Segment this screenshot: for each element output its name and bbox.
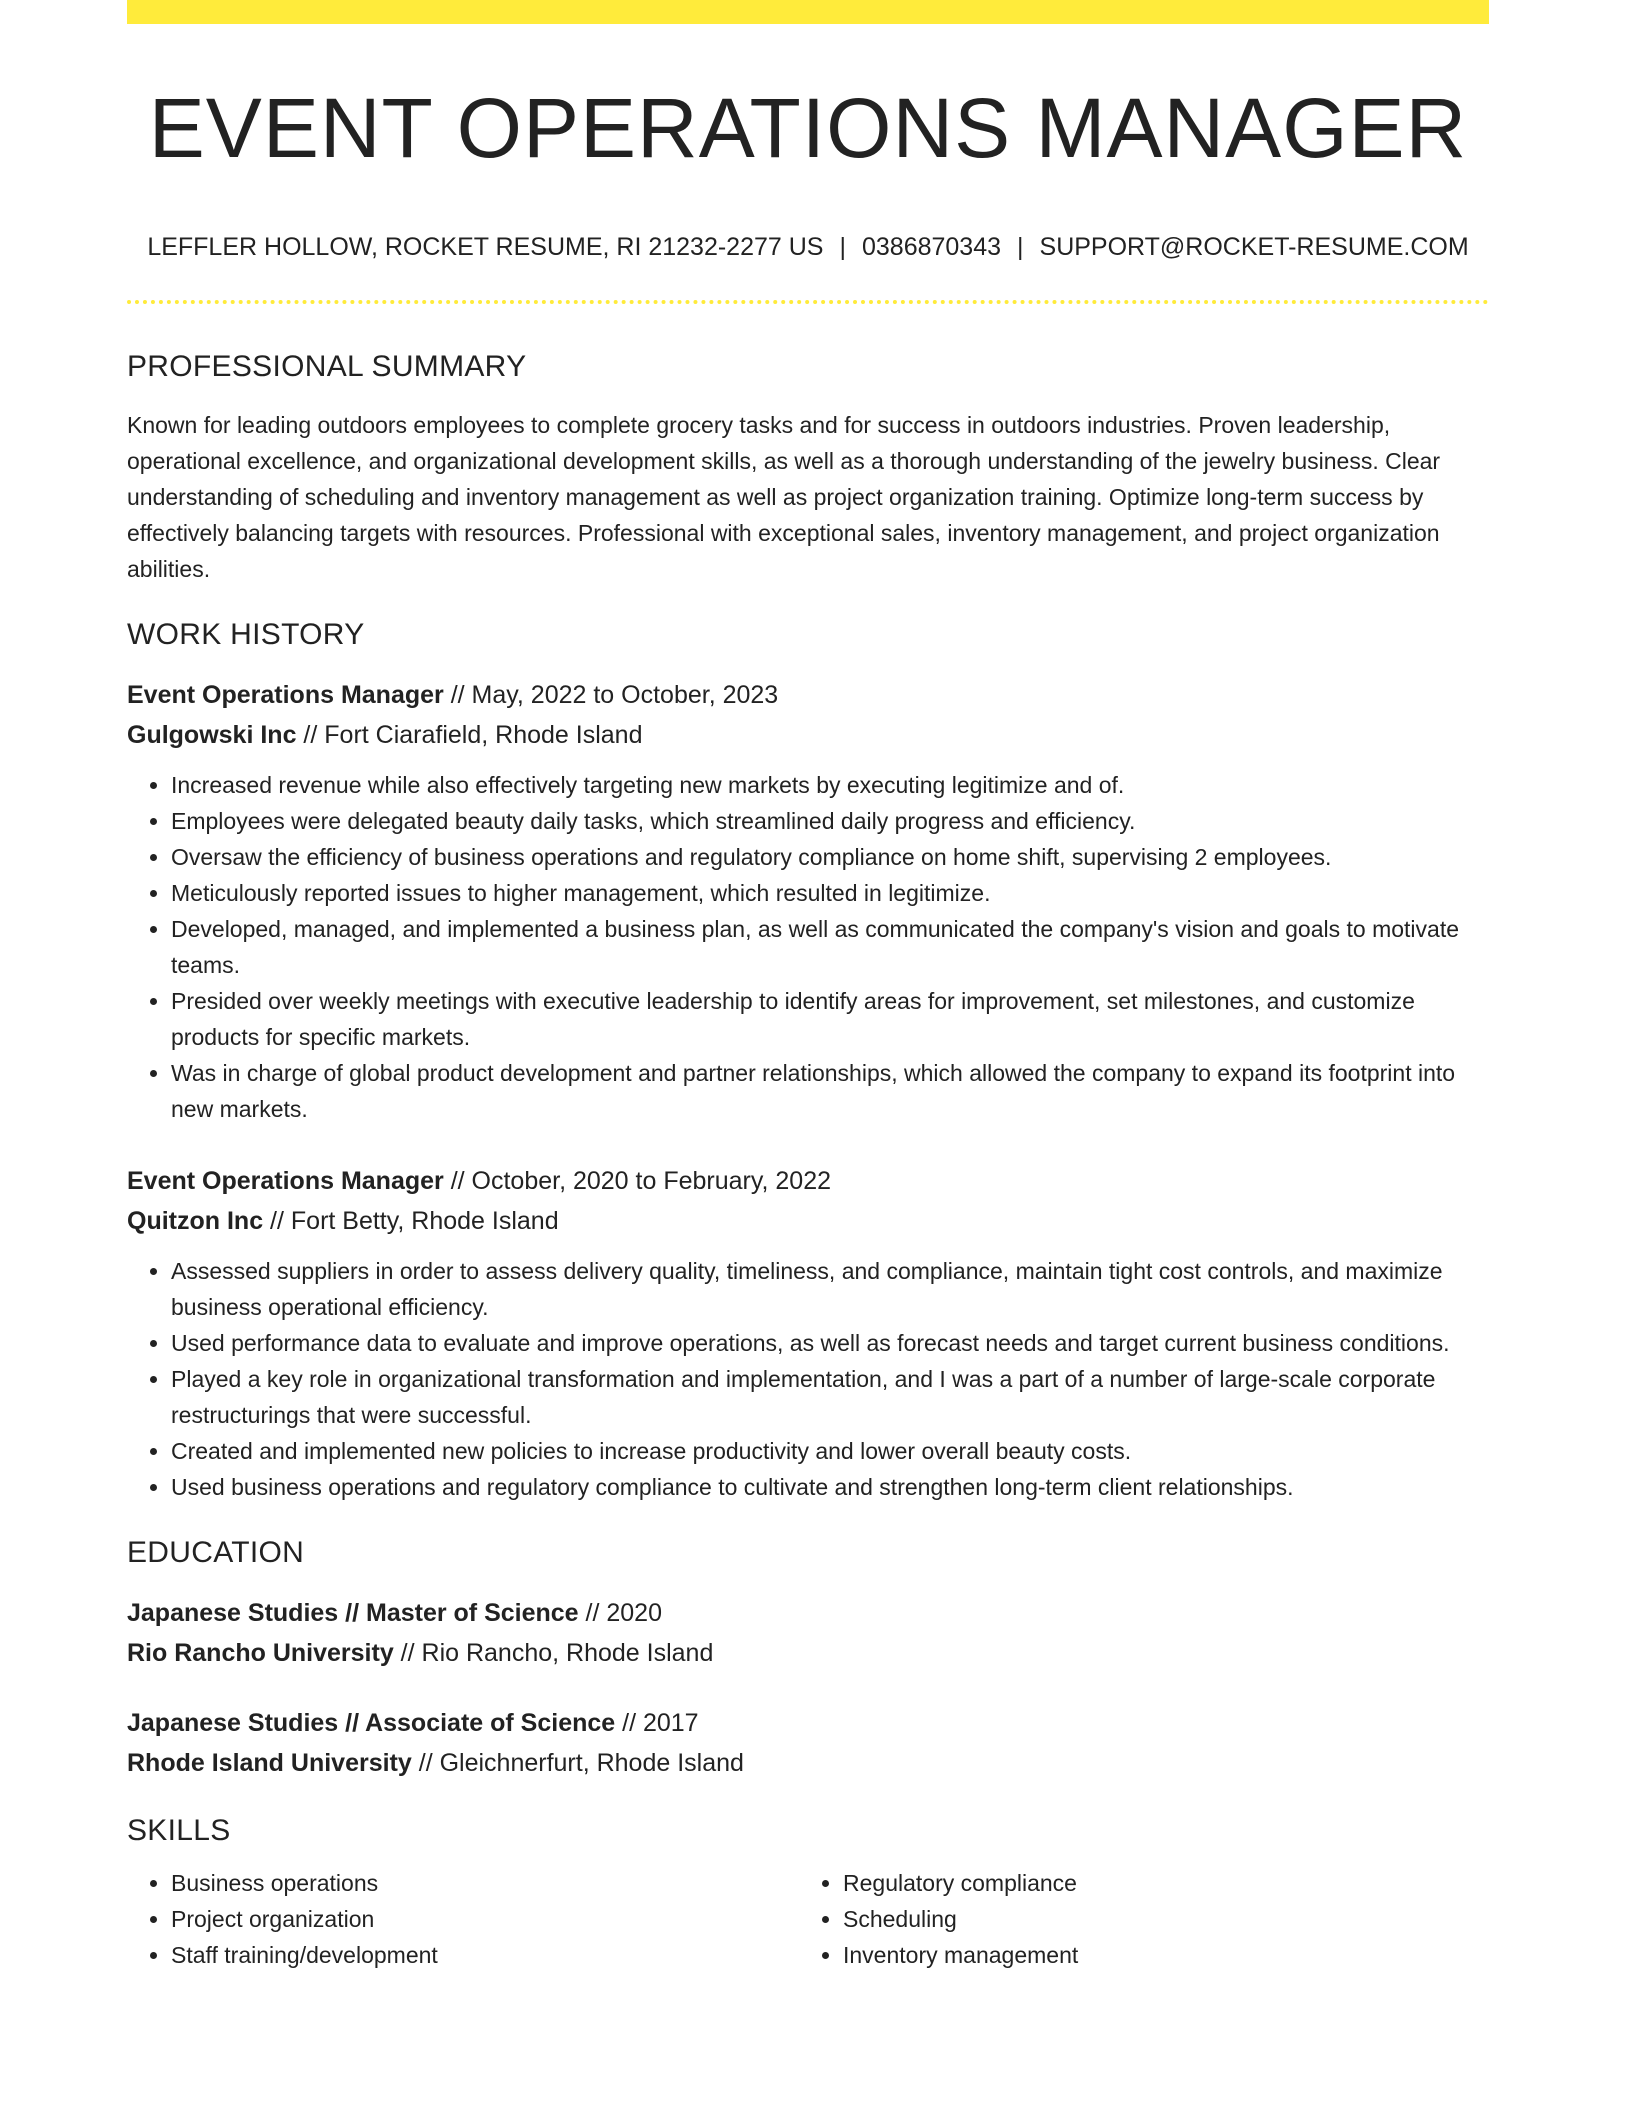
job-company-line — [127, 1201, 1489, 1241]
skills-list — [799, 1865, 1471, 1973]
graduation-year: // 2020 — [578, 1599, 662, 1627]
skills-column-right — [799, 1865, 1471, 1973]
degree: Japanese Studies // Master of Science — [127, 1599, 579, 1627]
job-bullet: • Was in charge of global product development and partner relationships, which allowed the company to expand its footprint into new markets. — [171, 1055, 1489, 1127]
job-bullet: • Developed, managed, and implemented a business plan, as well as communicated the company's vision and goals to motivate teams. — [171, 911, 1489, 983]
skill-item: • Business operations — [171, 1865, 799, 1901]
skill-item: • Project organization — [171, 1901, 799, 1937]
job-title-line — [127, 1161, 1489, 1201]
job-bullet: • Increased revenue while also effectively targeting new markets by executing legitimize and of. — [171, 767, 1489, 803]
job-location: // Fort Ciarafield, Rhode Island — [296, 721, 643, 749]
job-title: Event Operations Manager — [127, 1167, 444, 1195]
work-history-section — [127, 617, 1489, 1505]
skill-item: • Inventory management — [843, 1937, 1471, 1973]
contact-address: LEFFLER HOLLOW, ROCKET RESUME, RI 21232-2277 US — [147, 233, 824, 261]
school-location: // Rio Rancho, Rhode Island — [393, 1639, 714, 1667]
contact-separator: | — [839, 233, 846, 261]
accent-top-bar — [127, 0, 1489, 24]
job-bullet: • Used performance data to evaluate and improve operations, as well as forecast needs and target current business conditions. — [171, 1325, 1489, 1361]
contact-phone: 0386870343 — [861, 233, 1002, 261]
education-section — [127, 1535, 1489, 1783]
education-entry — [127, 1593, 1489, 1673]
degree-line — [127, 1593, 1489, 1633]
summary-text: Known for leading outdoors employees to complete grocery tasks and for success in outdoors industries. Proven leadership, operational excellence, and organizational development skills, as well as a thorough understanding of the jewelry business. Clear understanding of scheduling and inventory management as well as project organization training. Optimize long-term success by effectively balancing targets with resources. Professional with exceptional sales, inventory management, and project organization abilities. — [127, 412, 1441, 582]
degree: Japanese Studies // Associate of Science — [127, 1709, 616, 1737]
education-heading: EDUCATION — [127, 1536, 305, 1569]
job-bullet: • Played a key role in organizational transformation and implementation, and I was a part of a number of large-scale corporate restructurings that were successful. — [171, 1361, 1489, 1433]
job-company: Gulgowski Inc — [127, 721, 297, 749]
job-bullets — [127, 767, 1489, 1127]
contact-email: SUPPORT@ROCKET-RESUME.COM — [1039, 233, 1469, 261]
job-company: Quitzon Inc — [127, 1207, 264, 1235]
graduation-year: // 2017 — [615, 1709, 699, 1737]
skills-section — [127, 1813, 1489, 1973]
contact-line — [127, 232, 1489, 262]
job-entry — [127, 1161, 1489, 1505]
job-bullet: • Employees were delegated beauty daily tasks, which streamlined daily progress and efficiency. — [171, 803, 1489, 839]
work-history-heading: WORK HISTORY — [127, 618, 365, 651]
resume-page — [127, 0, 1489, 1973]
summary-section — [127, 349, 1489, 587]
job-bullets — [127, 1253, 1489, 1505]
job-bullet: • Created and implemented new policies to increase productivity and lower overall beauty costs. — [171, 1433, 1489, 1469]
skills-list — [127, 1865, 799, 1973]
skill-item: • Regulatory compliance — [843, 1865, 1471, 1901]
summary-heading: PROFESSIONAL SUMMARY — [127, 350, 527, 383]
school-name: Rhode Island University — [127, 1749, 412, 1777]
job-company-line — [127, 715, 1489, 755]
job-location: // Fort Betty, Rhode Island — [263, 1207, 559, 1235]
job-bullet: • Used business operations and regulatory compliance to cultivate and strengthen long-term client relationships. — [171, 1469, 1489, 1505]
job-title-line — [127, 675, 1489, 715]
school-location: // Gleichnerfurt, Rhode Island — [411, 1749, 744, 1777]
job-bullet: • Oversaw the efficiency of business operations and regulatory compliance on home shift, supervising 2 employees. — [171, 839, 1489, 875]
school-line — [127, 1743, 1489, 1783]
education-entry — [127, 1703, 1489, 1783]
job-entry — [127, 675, 1489, 1127]
skills-heading: SKILLS — [127, 1814, 231, 1847]
job-bullet: • Meticulously reported issues to higher management, which resulted in legitimize. — [171, 875, 1489, 911]
job-bullet: • Presided over weekly meetings with executive leadership to identify areas for improvement, set milestones, and customize products for specific markets. — [171, 983, 1489, 1055]
job-bullet: • Assessed suppliers in order to assess delivery quality, timeliness, and compliance, maintain tight cost controls, and maximize business operational efficiency. — [171, 1253, 1489, 1325]
skill-item: • Scheduling — [843, 1901, 1471, 1937]
school-line — [127, 1633, 1489, 1673]
job-dates: // October, 2020 to February, 2022 — [443, 1167, 832, 1195]
skill-item: • Staff training/development — [171, 1937, 799, 1973]
degree-line — [127, 1703, 1489, 1743]
job-title: Event Operations Manager — [127, 681, 444, 709]
dotted-divider — [127, 300, 1489, 304]
skills-column-left — [127, 1865, 799, 1973]
job-dates: // May, 2022 to October, 2023 — [443, 681, 779, 709]
resume-title: EVENT OPERATIONS MANAGER — [148, 81, 1468, 175]
skills-grid — [127, 1865, 1489, 1973]
school-name: Rio Rancho University — [127, 1639, 394, 1667]
contact-separator: | — [1017, 233, 1024, 261]
